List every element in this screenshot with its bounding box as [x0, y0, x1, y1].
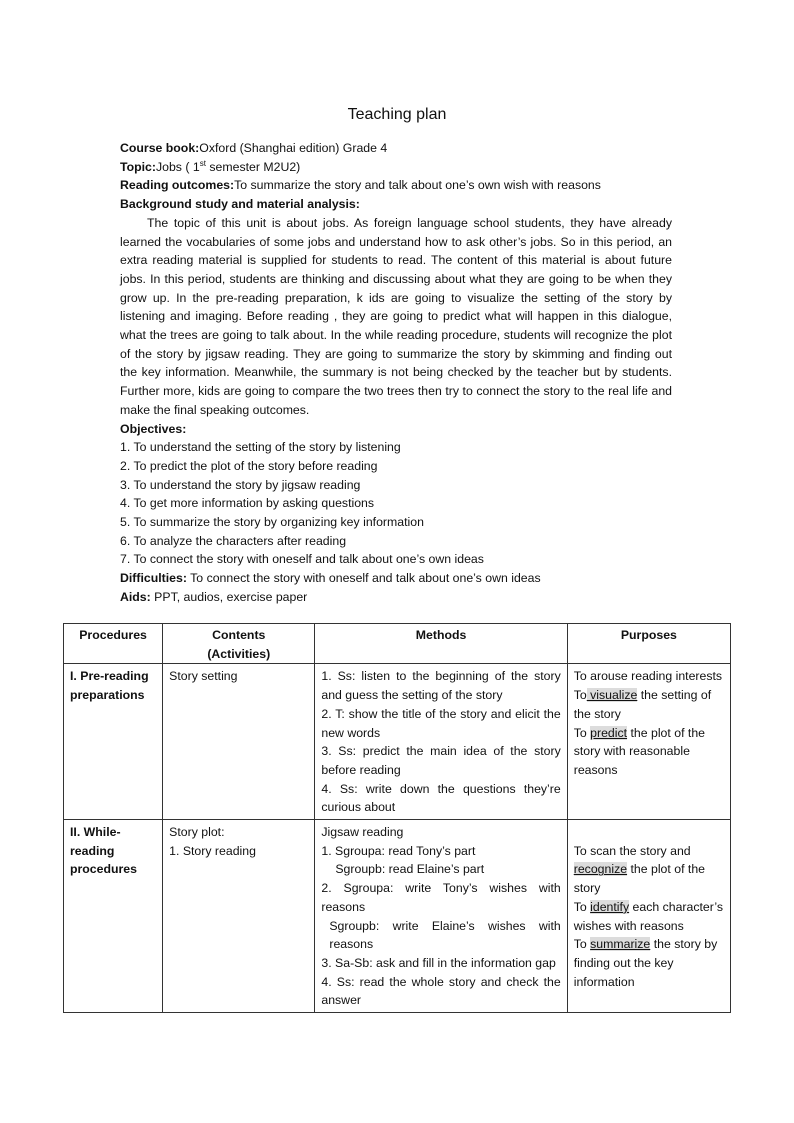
purpose-item	[574, 898, 724, 935]
content-cell	[163, 820, 315, 1013]
header-contents-label: Contents	[212, 628, 266, 642]
objective-item: 3. To understand the story by jigsaw reading	[120, 477, 361, 492]
content-item: Story plot:	[169, 825, 225, 840]
purpose-item	[574, 935, 724, 991]
topic-value-a: Jobs ( 1	[155, 159, 200, 174]
difficulties-label: Difficulties:	[120, 571, 187, 586]
purpose-text: To	[573, 899, 591, 914]
aids-label: Aids:	[120, 589, 151, 604]
procedures-table	[63, 623, 731, 1013]
header-procedures: Procedures	[64, 624, 163, 664]
method-item: Jigsaw reading	[321, 825, 404, 840]
header-contents	[163, 624, 315, 664]
purpose-item: To arouse reading interests	[573, 669, 723, 684]
outcomes-line	[120, 176, 672, 195]
spacer	[574, 823, 724, 842]
method-item: 3. Sa-Sb: ask and fill in the information gap	[321, 955, 556, 970]
document-body	[120, 139, 672, 607]
objective-item: 2. To predict the plot of the story before reading	[120, 458, 378, 473]
table-row	[64, 820, 731, 1013]
highlighted-keyword: predict	[590, 725, 628, 740]
course-book-value: Oxford (Shanghai edition) Grade 4	[199, 141, 388, 155]
background-paragraph: The topic of this unit is about jobs. As foreign language school students, they have already learned the vocabularies of some jobs and understand how to ask other’s jobs. So in this period, an extra reading material is supplied for students to read. The content of this material is about future jobs. In this period, students are thinking and discussing about what they are going to be when they grow up. In the pre-reading preparation, k ids are going to visualize the setting of the story by listening and imaging. Before reading , they are going to predict what will happen in this dialogue, what the trees are going to talk about. In the while reading procedure, students will recognize the plot of the story by jigsaw reading. They are going to summarize the story by skimming and finding out the key information. Meanwhile, the summary is not being checked by the teacher but by students. Further more, kids are going to compare the two trees then try to connect the story to the real life and make the final speaking outcomes.	[120, 215, 672, 417]
method-item: 2. T: show the title of the story and elicit the new words	[321, 706, 561, 740]
purpose-text: To	[573, 688, 587, 703]
purpose-text: To scan the story and	[573, 843, 691, 858]
content-cell: Story setting	[163, 664, 315, 820]
purpose-item	[574, 724, 724, 780]
purpose-text: the plot of the story	[573, 862, 705, 896]
methods-cell	[315, 820, 567, 1013]
highlighted-keyword: recognize	[573, 862, 628, 877]
method-item: 2. Sgroupa: write Tony’s wishes with reasons	[321, 881, 561, 914]
aids-line	[120, 588, 672, 607]
aids-value: PPT, audios, exercise paper	[150, 589, 308, 604]
header-activities-label: (Activities)	[207, 646, 271, 661]
method-item: Sgroupb: write Elaine’s wishes with reasons	[329, 918, 561, 952]
topic-line	[120, 158, 672, 177]
highlighted-keyword: identify	[590, 899, 630, 914]
difficulties-line	[120, 569, 672, 588]
page-title: Teaching plan	[347, 106, 447, 123]
content-item: 1. Story reading	[169, 843, 256, 858]
procedure-cell: II. While-reading procedures	[64, 820, 163, 1013]
purpose-text: To	[573, 937, 591, 952]
outcomes-label: Reading outcomes:	[120, 178, 235, 193]
purpose-text: the setting of the story	[573, 688, 712, 721]
table-row	[64, 664, 731, 820]
purpose-text: each character’s wishes with reasons	[573, 899, 723, 933]
purpose-item	[574, 842, 724, 898]
outcomes-value: To summarize the story and talk about one’s own wish with reasons	[234, 178, 601, 193]
course-book-label: Course book:	[120, 141, 200, 155]
header-methods: Methods	[315, 624, 567, 664]
difficulties-value: To connect the story with oneself and talk about one’s own ideas	[186, 571, 541, 586]
background-section	[120, 214, 672, 420]
course-book-line	[120, 139, 672, 158]
methods-cell	[315, 664, 567, 820]
method-item: 3. Ss: predict the main idea of the story before reading	[321, 744, 561, 777]
objective-item: 1. To understand the setting of the story by listening	[120, 440, 401, 455]
objective-item: 5. To summarize the story by organizing key information	[120, 515, 424, 530]
method-item: 4. Ss: write down the questions they’re curious about	[321, 781, 561, 815]
method-item: 1. Sgroupa: read Tony’s part	[321, 843, 476, 858]
method-item: 1. Ss: listen to the beginning of the story and guess the setting of the story	[321, 669, 561, 703]
highlighted-keyword: summarize	[590, 937, 651, 952]
purpose-text: the story by finding out the key information	[573, 937, 718, 989]
objective-item: 7. To connect the story with oneself and talk about one’s own ideas	[120, 552, 484, 567]
background-heading: Background study and material analysis:	[120, 197, 360, 212]
objectives-heading: Objectives:	[120, 421, 187, 436]
table-header-row	[64, 624, 731, 664]
purpose-text: the plot of the story with reasonable reasons	[573, 725, 705, 777]
topic-value-sup: st	[199, 158, 206, 168]
purpose-item	[574, 686, 724, 723]
method-item: Sgroupb: read Elaine’s part	[335, 862, 485, 877]
objective-item: 6. To analyze the characters after reading	[120, 533, 347, 548]
purposes-cell	[567, 820, 730, 1013]
purpose-text: To	[573, 725, 591, 740]
highlighted-keyword: visualize	[586, 688, 638, 703]
header-purposes: Purposes	[567, 624, 730, 664]
objective-item: 4. To get more information by asking questions	[120, 496, 375, 511]
topic-value-b: semester M2U2)	[205, 159, 301, 174]
method-item: 4. Ss: read the whole story and check the answer	[321, 974, 561, 1008]
topic-label: Topic:	[120, 159, 156, 174]
purposes-cell	[567, 664, 730, 820]
procedure-cell: I. Pre-reading preparations	[64, 664, 163, 820]
